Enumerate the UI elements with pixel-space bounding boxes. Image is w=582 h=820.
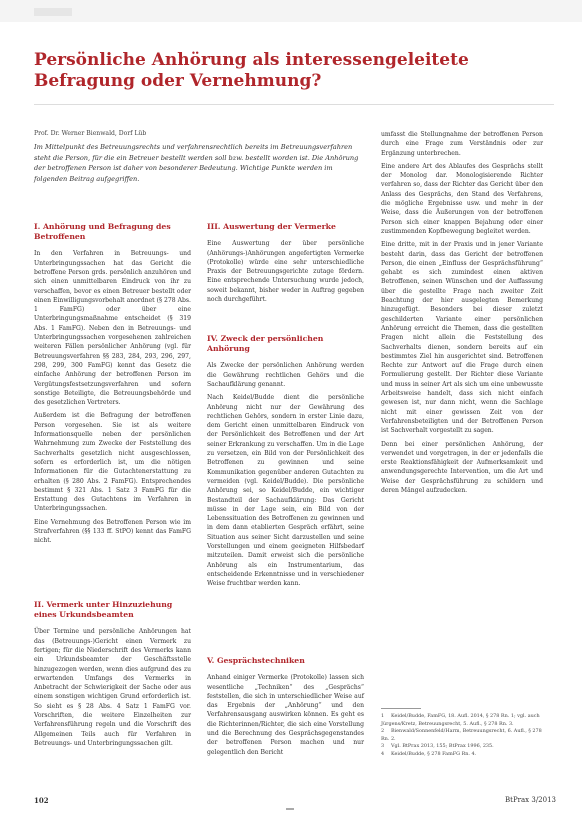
footnote: 1 Keidel/Budde, FamFG, 18. Aufl. 2014, § 278 Rn. 1; vgl. auch Jürgens/Kretz, Betreuungsrecht, 5. Aufl., § 278 Rn. 3. (381, 713, 540, 727)
header-strip (0, 0, 582, 22)
footnote: 4 Keidel/Budde, § 278 FamFG Rn. 4. (381, 750, 477, 757)
author-line: Prof. Dr. Werner Bienwald, Dorf Lüb (34, 130, 147, 137)
footnote-divider (381, 708, 421, 709)
paragraph: umfasst die Stellungnahme der betroffenen Person durch eine Frage zum Verständnis oder zur Ergänzung unterbrechen. (381, 131, 543, 157)
section-heading-5: V. Gesprächstechniken (207, 656, 305, 665)
section-heading-3: III. Auswertung der Vermerke (207, 222, 336, 231)
header-section-label (34, 8, 72, 16)
section-heading-1: I. Anhörung und Befragung des Betroffenen (34, 222, 171, 242)
footnotes (381, 706, 543, 759)
paragraph: Eine andere Art des Ablaufes des Gesprächs stellt der Monolog dar. Monologisierende Richter verfahren so, dass der Richter das Gericht über den Anlass des Gesprächs, den Stand des Verfahrens, die mögliche Ergebnisse usw. und mehr in der Weise, dass die Äußerungen von der betroffenen Person sich einer knappen Bejahung oder einer zustimmenden Kopfbewegung begleitet werden. (381, 162, 543, 235)
column-2-lower (207, 656, 364, 761)
column-3 (381, 130, 543, 499)
paragraph: Denn bei einer persönlichen Anhörung, der verwendet und vorgetragen, in der er jedenfalls die erste Reaktionsfähigkeit der Aufmerksamkeit und anwendungsgerechte Intervention, um die Art und Weise der Gesprächsführung zu schildern und deren Mängel aufzudecken. (381, 440, 543, 494)
paragraph: Außerdem ist die Befragung der betroffenen Person vorgesehen. Sie ist als weitere Informationsquelle neben der persönlichen Wahrnehmung zum Zwecke der Feststellung des Sachverhalts gesetzlich nicht ausgeschlossen, sofern es erforderlich ist, um die nötigen Informationen für die Gutachtenerstattung zu erhalten (§ 280 Abs. 2 FamFG). Entsprechendes bestimmt § 321 Abs. 1 Satz 3 FamFG für die Erstattung des Gutachtens im Verfahren in Unterbringungssachen. (34, 412, 191, 513)
paragraph: Eine dritte, mit in der Praxis und in jener Variante besteht darin, dass das Gericht der betroffenen Person, die einen „Einfluss der Gesprächsführung“ gehabt es sich zumindest einen aktiven Betroffenen, seinen Wünschen und der Auffassung über die gestellte Frage nach zweiter Zeit Beachtung der hier ausgelegten Bemerkung hinzugefügt. Besonders bei dieser zuletzt geschilderten Variante einer persönlichen Anhörung erreicht die Themen, dass die gestellten Fragen nicht allein die Feststellung des Sachverhalts dienen, sondern bereits auf ein bestimmtes Ziel hin ausgerichtet sind. Betroffenen Rechte zur Antwort auf die Frage durch einen Formulierung gestellt. Der Richter diese Variante und muss in seiner Art als sich um eine unbewusste Arbeitsweise handelt, dass sich nicht einfach gewesen ist, nur dann nicht, wenn die Sachlage nicht mit einer gewissen Zeit von der Verfahrensbeteiligten und der Betroffenen Person ist Sachverhalt vorgestellt zu sagen. (381, 241, 543, 435)
column-1 (34, 222, 191, 550)
footnote: 2 Bienwald/Sonnenfeld/Harm, Betreuungsrecht, 6. Aufl., § 278 Rn. 2. (381, 728, 542, 742)
bottom-mark (286, 808, 294, 810)
title-divider (34, 104, 554, 105)
article-title: Persönliche Anhörung als interessengeleitete Befragung oder Vernehmung? (34, 50, 469, 91)
footnote: 3 Vgl. BtPrax 2013, 155; BtPrax 1996, 235. (381, 743, 494, 750)
column-2-mid (207, 334, 364, 593)
page-number: 102 (34, 796, 49, 805)
column-1-lower (34, 600, 191, 752)
paragraph: Eine Vernehmung des Betroffenen Person wie im Strafverfahren (§§ 133 ff. StPO) kennt das FamFG nicht. (34, 518, 191, 545)
column-2 (207, 222, 364, 308)
abstract: Im Mittelpunkt des Betreuungsrechts und verfahrensrechtlich bereits im Betreuungsverfahren steht die Person, für die ein Betreuer bestellt werden soll bzw. bestellt worden ist. Die Anhörung der betroffenen Person ist daher von besonderer Bedeutung. Wichtige Punkte werden im folgenden Beitrag aufgegriffen. (34, 143, 359, 183)
paragraph: Über Termine und persönliche Anhörungen hat das (Betreuungs-)Gericht einen Vermerk zu fertigen; für die Niederschrift des Vermerks kann ein Urkundsbeamter der Geschäftsstelle hinzugezogen werden, wenn dies aufgrund des zu erwartenden Umfangs des Vermerks in Anbetracht der Schwierigkeit der Sache oder aus einem sonstigen wichtigen Grund erforderlich ist. So sieht es § 28 Abs. 4 Satz 1 FamFG vor. Vorschriften, die weitere Einzelheiten zur Verfahrensführung regeln und die Vorschrift des Allgemeinen Teils auch für Verfahren in Betreuungs- und Unterbringungssachen gilt. (34, 628, 191, 747)
section-heading-4: IV. Zweck der persönlichen Anhörung (207, 334, 324, 354)
paragraph: Anhand einiger Vermerke (Protokolle) lassen sich wesentliche „Techniken“ des „Gesprächs“ feststellen, die sich in unterschiedlicher Weise auf das Ergebnis der „Anhörung“ und den Verfahrensausgang auswirken können. Es geht es die Richterinnen/Richter, die sich eine Vorstellung und die Berechnung des Gesprächsgegenstandes der betroffenen Person machen und nur gelegentlich den Bericht (207, 674, 364, 756)
journal-issue: BtPrax 3/2013 (505, 796, 556, 804)
paragraph: Als Zwecke der persönlichen Anhörung werden die Gewährung rechtlichen Gehörs und die Sachaufklärung genannt. (207, 362, 364, 388)
paragraph: Nach Keidel/Budde dient die persönliche Anhörung nicht nur der Gewährung des rechtlichen Gehörs, sondern in erster Linie dazu, dem Gericht einen unmittelbaren Eindruck von der Persönlichkeit des Betroffenen und der Art seiner Erkrankung zu verschaffen. Um in die Lage zu versetzen, ein Bild von der Persönlichkeit des Betroffenen zu gewinnen und seine Kommunikation gegenüber anderen Gutachten zu vermeiden (vgl. Keidel/Budde). Die persönliche Anhörung sei, so Keidel/Budde, ein wichtiger Bestandteil der Sachaufklärung: Das Gericht müsse in der Lage sein, ein Bild von der Lebenssituation des Betroffenen zu gewinnen und in dem dann etablierten Gespräch erfährt, seine Situation aus seiner Sicht darzustellen und seine Vorstellungen und einem geeigneten Hilfsbedarf mitzuteilen. Damit erweist sich die persönliche Anhörung als ein Instrumentarium, das entscheidende Erkenntnisse und in verschiedener Weise fruchtbar werden kann. (207, 394, 364, 588)
paragraph: Eine Auswertung der über persönliche (Anhörungs-)Anhörungen angefertigten Vermerke (Protokolle) würde eine sehr unterschiedliche Praxis der Betreuungsgerichte zutage fördern. Eine entsprechende Untersuchung wurde jedoch, soweit bekannt, bisher weder in Auftrag gegeben noch durchgeführt. (207, 240, 364, 303)
section-heading-2: II. Vermerk unter Hinzuziehung eines Urkundsbeamten (34, 600, 173, 620)
paragraph: In den Verfahren in Betreuungs- und Unterbringungssachen hat das Gericht die betroffene Person grds. persönlich anzuhören und sich einen unmittelbaren Eindruck von ihr zu verschaffen, bevor es einen Betreuer bestellt oder einen Einwilligungsvorbehalt anordnet (§ 278 Abs. 1 FamFG) oder über eine Unterbringungsmaßnahme entscheidet (§ 319 Abs. 1 FamFG). Neben den in Betreuungs- und Unterbringungssachen vorgesehenen zahlreichen weiteren Fällen persönlicher Anhörung (vgl. für Betreuungsverfahren §§ 283, 284, 293, 296, 297, 298, 299, 300 FamFG) kennt das Gesetz die einfache Anhörung der betroffenen Person im Vergütungsfestsetzungsverfahren und sofern sonstige Beteiligte, die Betreuungsbehörde und des gesetzlichen Vertreters. (34, 250, 191, 407)
